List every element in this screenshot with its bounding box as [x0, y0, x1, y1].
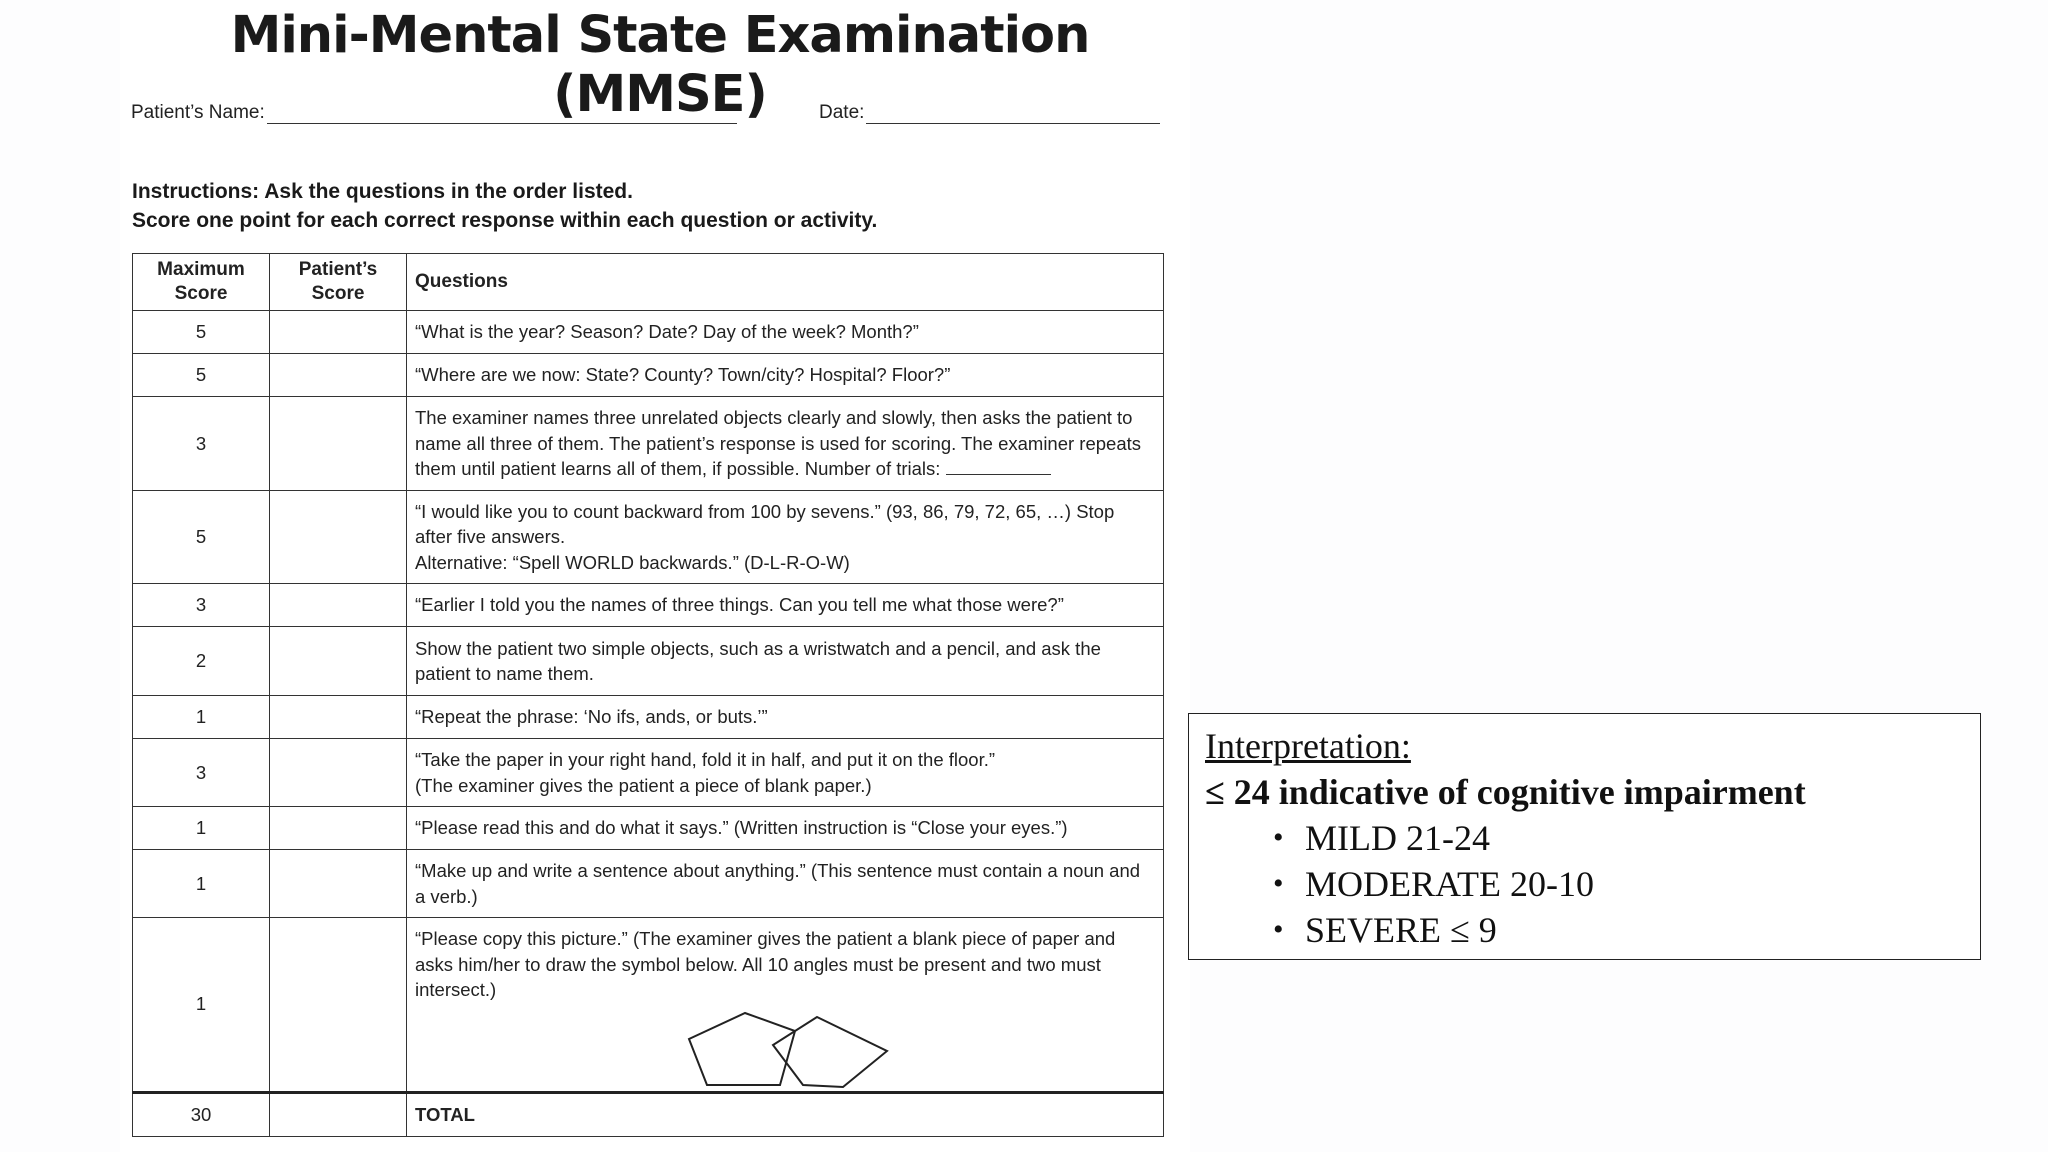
bullet-icon: • [1273, 913, 1284, 946]
question-cell [407, 491, 1164, 584]
table-row [133, 354, 1164, 397]
table-row [133, 397, 1164, 491]
interpretation-label: Interpretation: [1205, 726, 1411, 766]
patient-score-cell[interactable] [270, 397, 407, 491]
table-row [133, 850, 1164, 918]
severity-list [1205, 815, 1980, 953]
question-cell [407, 918, 1164, 1093]
patient-score-cell[interactable] [270, 696, 407, 739]
question-cell: Show the patient two simple objects, such as a wristwatch and a pencil, and ask the patient to name them. [407, 627, 1164, 696]
patient-score-cell[interactable] [270, 491, 407, 584]
table-row [133, 739, 1164, 807]
mmse-score-table [132, 253, 1164, 1137]
patient-name-field[interactable] [131, 102, 737, 124]
patient-score-cell[interactable] [270, 311, 407, 354]
question-text: The examiner names three unrelated objects clearly and slowly, then asks the patient to name all three of them. The patient’s response is used for scoring. The examiner repeats them until patient learns all of them, if possible. Number of trials: [415, 407, 1142, 480]
mmse-form [120, 0, 1190, 1152]
trials-blank-line[interactable] [946, 458, 1051, 475]
instructions-line-2: Score one point for each correct response within each question or activity. [132, 209, 878, 232]
header-patient-line1: Patient’s [298, 259, 378, 280]
instructions [132, 177, 877, 235]
header-patient-line2: Score [311, 283, 365, 304]
header-patient-score [270, 254, 407, 311]
max-score-cell: 1 [133, 850, 270, 918]
bullet-icon: • [1273, 867, 1284, 900]
header-max-line2: Score [174, 283, 228, 304]
list-item [1205, 861, 1980, 907]
patient-score-cell[interactable] [270, 918, 407, 1093]
form-title: Mini-Mental State Examination (MMSE) [230, 6, 1090, 124]
max-score-cell: 3 [133, 739, 270, 807]
total-patient-score[interactable] [270, 1092, 407, 1136]
max-score-cell: 5 [133, 354, 270, 397]
patient-score-cell[interactable] [270, 627, 407, 696]
table-header-row [133, 254, 1164, 311]
patient-score-cell[interactable] [270, 354, 407, 397]
patient-score-cell[interactable] [270, 807, 407, 850]
question-cell: “What is the year? Season? Date? Day of the week? Month?” [407, 311, 1164, 354]
severity-moderate: MODERATE 20-10 [1305, 864, 1594, 904]
severity-severe: SEVERE ≤ 9 [1305, 910, 1497, 950]
question-cell: “Please read this and do what it says.” (Written instruction is “Close your eyes.”) [407, 807, 1164, 850]
table-row [133, 491, 1164, 584]
date-label: Date: [819, 102, 865, 123]
interpretation-box [1188, 713, 1981, 960]
question-cell [407, 397, 1164, 491]
instructions-line-1: Instructions: Ask the questions in the order listed. [132, 180, 633, 203]
question-cell: “Make up and write a sentence about anything.” (This sentence must contain a noun and a verb.) [407, 850, 1164, 918]
max-score-cell: 5 [133, 311, 270, 354]
patient-score-cell[interactable] [270, 850, 407, 918]
question-text: “Take the paper in your right hand, fold it in half, and put it on the floor.” [415, 749, 996, 770]
table-row [133, 311, 1164, 354]
question-text: “I would like you to count backward from 100 by sevens.” (93, 86, 79, 72, 65, …) Stop after five answers. [415, 500, 1115, 548]
question-cell [407, 739, 1164, 807]
interpretation-threshold: ≤ 24 indicative of cognitive impairment [1205, 772, 1806, 812]
question-note: (The examiner gives the patient a piece of blank paper.) [415, 774, 872, 796]
total-label: TOTAL [407, 1092, 1164, 1136]
max-score-cell: 1 [133, 807, 270, 850]
bullet-icon: • [1273, 821, 1284, 854]
max-score-cell: 1 [133, 918, 270, 1093]
patient-score-cell[interactable] [270, 584, 407, 627]
patient-score-cell[interactable] [270, 739, 407, 807]
header-questions: Questions [407, 254, 1164, 311]
date-line[interactable] [866, 104, 1160, 124]
intersecting-pentagons-figure [685, 1011, 905, 1091]
header-maximum-score [133, 254, 270, 311]
table-row [133, 918, 1164, 1093]
date-field[interactable] [819, 102, 1160, 124]
max-score-cell: 5 [133, 491, 270, 584]
patient-name-label: Patient’s Name: [131, 102, 265, 123]
max-score-cell: 2 [133, 627, 270, 696]
question-cell: “Earlier I told you the names of three things. Can you tell me what those were?” [407, 584, 1164, 627]
list-item [1205, 815, 1980, 861]
max-score-cell: 1 [133, 696, 270, 739]
question-cell: “Repeat the phrase: ‘No ifs, ands, or buts.’” [407, 696, 1164, 739]
total-row [133, 1092, 1164, 1136]
header-max-line1: Maximum [157, 259, 245, 280]
question-text: “Please copy this picture.” (The examiner gives the patient a blank piece of paper and asks him/her to draw the symbol below. All 10 angles must be present and two must intersect.) [415, 928, 1116, 1000]
question-cell: “Where are we now: State? County? Town/city? Hospital? Floor?” [407, 354, 1164, 397]
table-row [133, 584, 1164, 627]
question-alternative: Alternative: “Spell WORLD backwards.” (D-L-R-O-W) [415, 551, 850, 573]
list-item [1205, 907, 1980, 953]
max-score-cell: 3 [133, 584, 270, 627]
table-row [133, 696, 1164, 739]
max-score-cell: 3 [133, 397, 270, 491]
table-row [133, 807, 1164, 850]
total-max-score: 30 [133, 1092, 270, 1136]
table-row [133, 627, 1164, 696]
patient-name-line[interactable] [267, 104, 737, 124]
severity-mild: MILD 21-24 [1305, 818, 1490, 858]
